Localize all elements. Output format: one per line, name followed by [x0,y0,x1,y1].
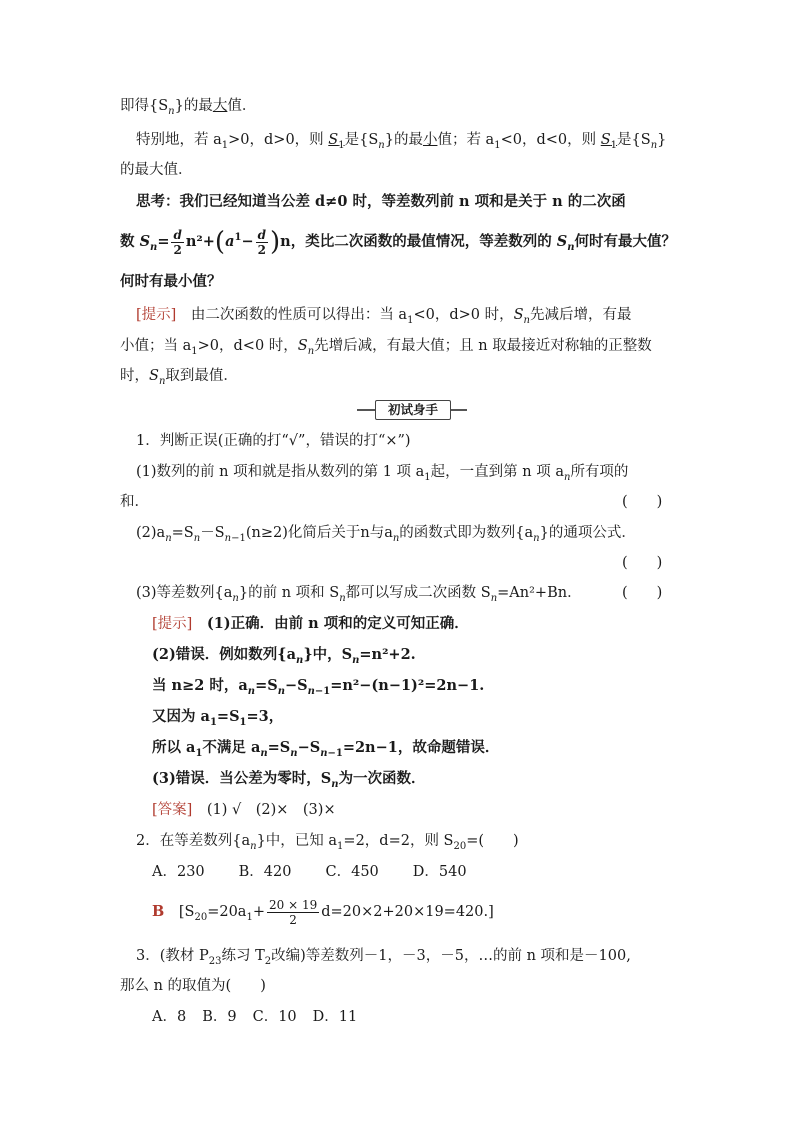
hint-q1-line-4: 又因为 $a_1=S_1=3$， [152,708,284,728]
text: =2，d=2，则 S [343,833,454,849]
answer-blank: ( ) [622,494,663,510]
option-a: A．8 [152,1009,187,1025]
text: 大 [212,98,228,114]
text: [S [178,904,195,920]
text: 和． [120,494,149,510]
text: =S [255,677,278,694]
section-title: 初试身手 [375,400,451,420]
text: } [657,132,667,148]
text: 所以 a [152,739,196,756]
question-1-item-3: (3)等差数列$\{a_n\}$的前 n 项和 $S_n$都可以写成二次函数 $S_n=An^2+Bn$． [136,585,582,604]
text: + [252,904,265,920]
text: −S [297,739,321,756]
option-d: D．11 [312,1009,358,1025]
text: 取到最值． [165,368,238,384]
text: 特别地，若 a [136,132,222,148]
answer-text: (1) √ (2)× (3)× [206,802,336,818]
text-line-special-case: 特别地，若 $a_1>0$，d>0，则 $S_1$是$\{S_n\}$的最小值；若 $a_1<0$，d<0，则 $S_1$是$\{S_n\}$ [136,132,667,151]
question-2-stem: 2．在等差数列$\{a_n\}$中，已知 $a_1=2$，d=2，则 $S_{20}=$( ) [136,833,519,852]
answer-tag: [答案] [152,802,193,818]
text: 思考：我们已经知道当公差 d≠0 时，等差数列前 n 项和是关于 n 的二次函 [136,193,626,210]
question-2-solution: B [$S_{20}=20a_1+$ $\frac{20 \times 19}{2}$ d=20×2+20×19=420.] [152,897,494,927]
text: (2)错误．例如数列{a [152,646,297,663]
text: 起，一直到第 n 项 a [430,464,564,480]
option-b: B．420 [238,864,292,880]
hint-q1-line-3: 当 n≥2 时，$a_n=S_n-S_{n-1}=n^2-(n-1)^2=2n-1$. [152,677,485,697]
option-c: C．450 [325,864,379,880]
question-2-options [152,862,708,882]
text: 当 n≥2 时，a [152,677,248,694]
text: =An²+Bn． [497,585,582,601]
text: }中，S [303,646,353,663]
text: －S [200,525,225,541]
text: (2)a [136,525,166,541]
hint-q1-line-5: 所以 $a_1$不满足 $a_n=S_n-S_{n-1}=2n-1$，故命题错误． [152,739,500,759]
text: }的通项公式． [539,525,636,541]
text: n²+ [185,233,215,250]
text: >0，d<0 时， [197,338,298,354]
text: 的最大值． [120,162,193,178]
question-1-item-2: $(2)a_n=S_n-S_{n-1}(n\ge 2)$化简后关于n与$a_n$的函数式即为数列$\{a_n\}$的通项公式． [136,525,636,544]
text-line-formula: 数 $S_n=$ $\frac{d}{2}$ $n^2+(a^1-$ $\frac{d}{2}$ )n，类比二次函数的最值情况，等差数列的 $S_n$何时有最大值？ [120,227,677,257]
text: (n≥2)化简后关于n与a [245,525,393,541]
text: 2．在等差数列{a [136,833,251,849]
option-a: A．230 [152,864,205,880]
text: =n²+2. [359,646,416,663]
text: 先减后增，有最 [530,307,632,323]
text: }中，已知 a [256,833,338,849]
hint-q1-line-2: (2)错误．例如数列$\{a_n\}$中，$S_n=n^2+2$. [152,646,416,666]
text-line-max-value: 即得$\{S_n\}$的最大值． [120,98,257,117]
text: −S [284,677,308,694]
text: 数 [120,233,135,250]
option-d: D．540 [412,864,467,880]
text: 小 [422,132,438,148]
text: 改编)等差数列－1，－3，－5，…的前 n 项和是－100, [271,948,631,964]
text: <0，d>0 时， [413,307,514,323]
text: (1)数列的前 n 项和就是指从数列的第 1 项 a [136,464,425,480]
answer-blank: ( ) [622,585,663,601]
fraction-denominator: 2 [289,912,297,927]
text: =S [171,525,194,541]
question-1-stem [136,431,692,451]
hint-q1-line-1 [152,614,708,634]
text: = [157,233,170,250]
text: 不满足 a [202,739,261,756]
hint-line-1: [提示] 由二次函数的性质可以得出：当 $a_1<0$，d>0 时，$S_n$先减后增，有最 [136,307,632,326]
question-3-options [152,1007,708,1027]
text: }的前 n 项和 S [238,585,340,601]
text-line-think [136,192,692,212]
text: 值；若 a [437,132,495,148]
option-c: C．10 [252,1009,297,1025]
text: }的最 [174,98,213,114]
text-line [120,272,676,292]
section-header [357,403,467,417]
hint-tag: [提示] [136,307,177,323]
answer-letter: B [152,903,165,920]
text: 何时有最大值？ [574,233,677,250]
text: 何时有最小值？ [120,273,222,290]
text: 是{S [344,132,379,148]
text: 时， [120,368,149,384]
fraction-d-over-2: $\frac{d}{2}$ [173,227,182,257]
text: 由二次函数的性质可以得出：当 a [190,307,408,323]
text: 练习 T [221,948,265,964]
text: =S [216,708,240,725]
text: (1)正确．由前 n 项和的定义可知正确． [206,615,469,632]
fraction-d-over-2: $\frac{d}{2}$ [257,227,266,257]
option-b: B．9 [202,1009,237,1025]
text: 那么 n 的取值为( ) [120,978,266,994]
text: 所有项的 [570,464,629,480]
text: 小值；当 a [120,338,192,354]
text: =S [267,739,291,756]
text: <0，d<0，则 [500,132,597,148]
text: 都可以写成二次函数 S [345,585,491,601]
text: (3)等差数列{a [136,585,233,601]
text: d=20×2+20×19=420.] [321,904,494,920]
hint-line-2: 小值；当 $a_1>0$，d<0 时，$S_n$先增后减，有最大值；且 n 取最接近对称轴的正整数 [120,338,652,357]
answer-line [152,800,708,820]
hint-tag: [提示] [152,616,193,632]
question-3-stem-cont [120,976,676,996]
text: >0，d>0，则 [228,132,324,148]
text: (3)错误．当公差为零时，S [152,770,332,787]
text: 是{S [617,132,651,148]
text: 先增后减，有最大值；且 n 取最接近对称轴的正整数 [314,338,652,354]
answer-blank: ( ) [622,555,663,571]
text: 值． [227,98,257,114]
text: =( ) [466,833,519,849]
fraction-20x19-over-2 [267,898,319,927]
fraction-numerator: 20 × 19 [268,897,318,912]
text: 又因为 a [152,708,210,725]
question-1-item-1: (1)数列的前 n 项和就是指从数列的第 1 项 $a_1$起，一直到第 n 项 $a_n$所有项的 [136,464,629,483]
question-1-item-1-cont [120,492,676,512]
text: 的函数式即为数列{a [399,525,534,541]
text: }的最 [384,132,423,148]
text-line [120,160,676,180]
text: =n²−(n−1)²=2n−1. [330,677,485,694]
text: 为一次函数． [338,770,426,787]
text: n，类比二次函数的最值情况，等差数列的 [280,233,552,250]
text: =20a [207,904,247,920]
text: =3， [246,708,284,725]
text: 3．(教材 P [136,948,209,964]
hint-q1-line-6: (3)错误．当公差为零时，$S_n$为一次函数． [152,770,426,790]
text: =2n−1，故命题错误． [342,739,500,756]
question-3-stem: 3．(教材 $P_{23}$练习 $T_2$改编)等差数列－1，－3，－5，…的前 n 项和是－100, [136,948,631,967]
hint-line-3: 时，$S_n$取到最值． [120,368,238,387]
text: 即得{S [120,98,169,114]
text: 1．判断正误(正确的打“√”，错误的打“×”) [136,433,411,449]
